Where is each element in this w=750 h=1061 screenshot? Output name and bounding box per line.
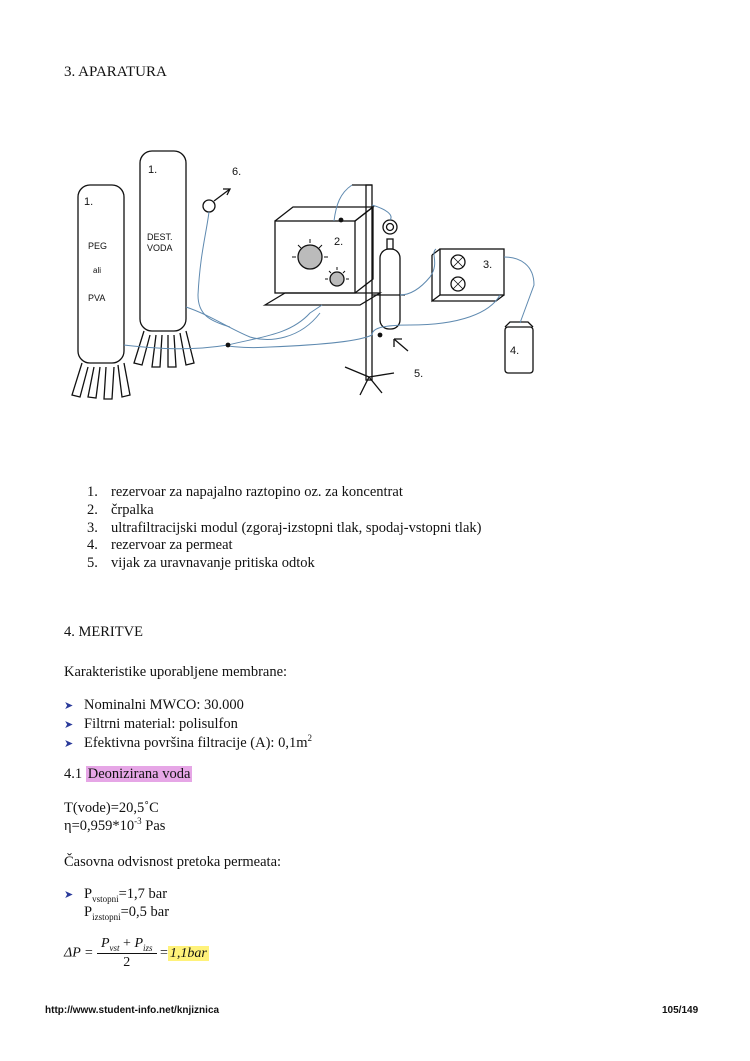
legend-item: 2. črpalka: [87, 501, 154, 518]
water-temperature: T(vode)=20,5˚C: [64, 800, 159, 816]
label-pva: PVA: [88, 293, 106, 303]
label-voda: VODA: [147, 243, 173, 253]
label-dest: DEST.: [147, 232, 173, 242]
pressure-outlet: $P_{izstopni}=0,5$ bar: [84, 904, 170, 922]
pressure-inlet: ➤ $P_{vstopni}=1,7$ bar: [64, 886, 168, 904]
formula-equals: =: [160, 945, 168, 961]
formula-result: 1,1bar: [169, 945, 207, 961]
section-41-title: Deonizirana voda: [87, 766, 191, 782]
label-3: 3.: [483, 259, 493, 271]
section-41-number: 4.1: [64, 766, 83, 782]
label-1a: 1.: [84, 196, 94, 208]
legend-item: 1. rezervoar za napajalno raztopino oz. za koncentrat: [87, 484, 403, 500]
section-41-heading: [64, 766, 192, 784]
legend-item: 5. vijak za uravnavanje pritiska odtok: [87, 555, 315, 572]
uf-module: [440, 249, 504, 295]
membrane-bullets: [64, 696, 312, 753]
arrow-bullet-icon: ➤: [64, 700, 74, 712]
footer-url[interactable]: http://www.student-info.net/knjiznica: [45, 1005, 220, 1016]
pressure-formula: [64, 936, 209, 971]
apparatus-legend: [87, 484, 481, 573]
water-viscosity: $\eta=0,959*10^{-3}$ Pas: [64, 816, 166, 834]
section-4-title: 4. MERITVE: [64, 624, 143, 640]
legend-item: 4. rezervoar za permeat: [87, 537, 233, 554]
arrow-bullet-icon: ➤: [64, 719, 74, 731]
apparatus-diagram: [60, 145, 580, 410]
legend-item: 3. ultrafiltracijski modul (zgoraj-izstopni tlak, spodaj-vstopni tlak): [87, 519, 482, 536]
section-3-title: 3. APARATURA: [64, 64, 167, 80]
label-2: 2.: [334, 236, 344, 248]
arrow-bullet-icon: ➤: [64, 738, 74, 750]
list-item: ➤ Filtrni material: polisulfon: [64, 716, 238, 732]
label-4: 4.: [510, 345, 520, 357]
gauge-6: [203, 200, 215, 212]
label-6: 6.: [232, 166, 242, 178]
label-peg: PEG: [88, 241, 108, 251]
label-ali: ali: [93, 266, 102, 275]
label-5: 5.: [414, 368, 424, 380]
label-1b: 1.: [148, 164, 158, 176]
membrane-heading: Karakteristike uporabljene membrane:: [64, 664, 288, 680]
list-item: ➤ Nominalni MWCO: 30.000: [64, 697, 244, 713]
page-number: 105/149: [662, 1005, 699, 1016]
formula-fraction: $\frac{P_{vst} + P_{izs}}{2}$: [97, 936, 157, 971]
arrow-bullet-icon: ➤: [64, 889, 74, 901]
flow-heading: Časovna odvisnost pretoka permeata:: [64, 854, 282, 870]
formula-lhs: ΔP =: [64, 945, 94, 961]
list-item: ➤ Efektivna površina filtracije (A): $0,1m^2$: [64, 733, 312, 751]
